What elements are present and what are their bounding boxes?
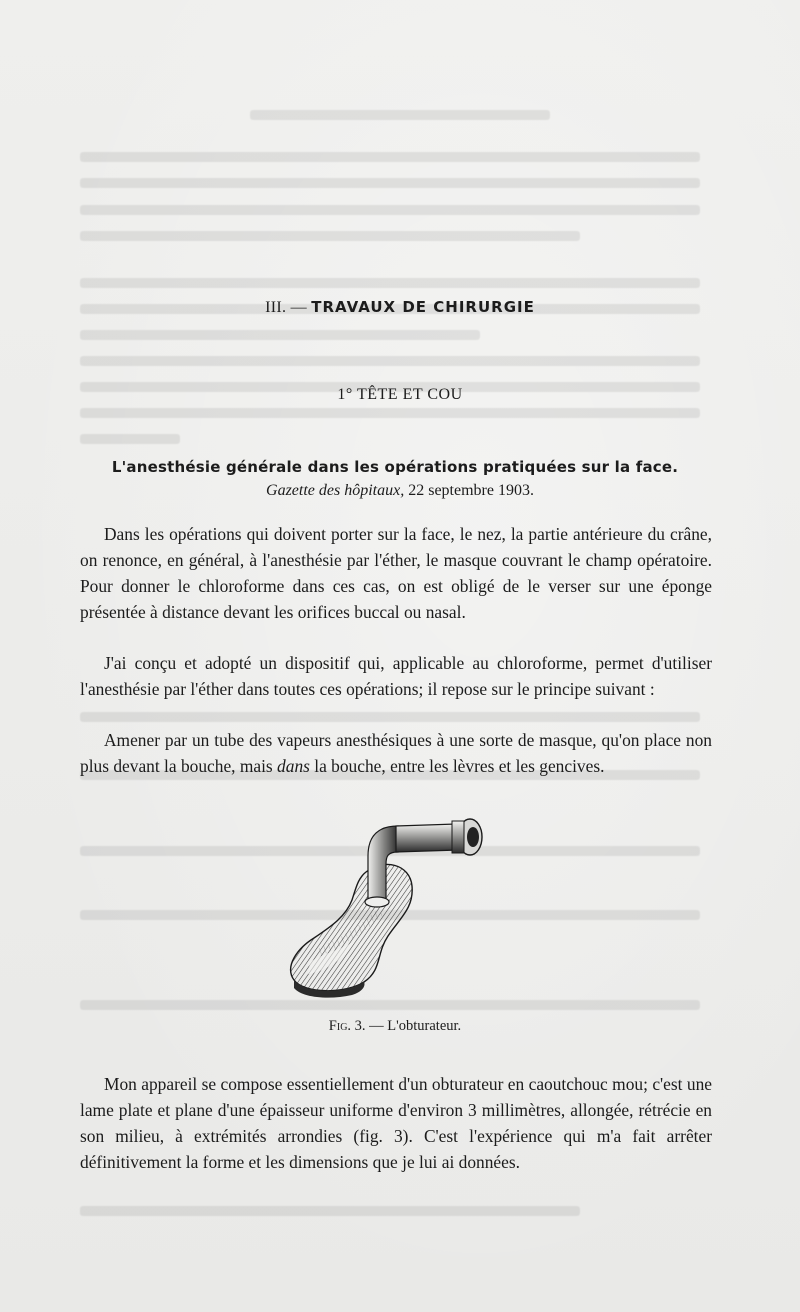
article-title: L'anesthésie générale dans les opérations pratiquées sur la face. [111, 458, 679, 476]
paragraph-text: J'ai conçu et adopté un dispositif qui, applicable au chloroforme, permet d'utiliser l'anesthésie par l'éther dans toutes ces opérations; il repose sur le principe suivant : [80, 653, 712, 699]
ghost-line [80, 152, 700, 162]
paragraph-text: Mon appareil se compose essentiellement d'un obturateur en caoutchouc mou; c'est une lame plate et plane d'une épaisseur uniforme d'environ 3 millimètres, allongée, rétrécie en son milieu, à extrémités arrondies (fig. 3). C'est l'expérience qui m'a fait arrêter définitivement la forme et les dimensions que je lui ai données. [80, 1074, 712, 1172]
tube-base-collar [365, 897, 389, 907]
ghost-line [80, 408, 700, 418]
paragraph [80, 727, 712, 779]
tube-opening [467, 827, 479, 847]
figure-label: Fig. 3. — [328, 1018, 384, 1034]
tube-collar [452, 821, 464, 853]
ghost-line [80, 330, 480, 340]
publication-date: 22 septembre 1903. [408, 482, 534, 499]
section-number: III. — [265, 299, 307, 316]
article-source [0, 482, 800, 500]
paragraph-text [80, 727, 712, 779]
ghost-line [80, 231, 580, 241]
paragraph [80, 1071, 712, 1175]
ghost-line [80, 1206, 580, 1216]
section-title: TRAVAUX DE CHIRURGIE [311, 298, 535, 316]
ghost-line [80, 278, 700, 288]
figure-caption [0, 1018, 790, 1035]
journal-name: Gazette des hôpitaux, [266, 482, 405, 499]
paragraph [80, 650, 712, 702]
text-run: Amener par un tube des vapeurs anesthésiques à une sorte de masque, qu'on place non plus devant la bouche, mais [80, 730, 712, 776]
ghost-line [80, 356, 700, 366]
paragraph-text: Dans les opérations qui doivent porter sur la face, le nez, la partie antérieure du crâne, on renonce, en général, à l'anesthésie par l'éther, le masque couvrant le champ opératoire. Pour donner le chloroforme dans ces cas, on est obligé de le verser sur une éponge présentée à distance devant les orifices buccal ou nasal. [80, 524, 712, 622]
ghost-line [80, 178, 700, 188]
paragraph [80, 521, 712, 625]
ghost-line [80, 712, 700, 722]
ghost-line [250, 110, 550, 120]
horizontal-tube [396, 824, 458, 852]
text-run: la bouche, entre les lèvres et les gencives. [309, 756, 605, 776]
subsection-heading: 1° TÊTE ET COU [337, 386, 463, 403]
ghost-line [80, 205, 700, 215]
emphasis-text: dans [277, 756, 310, 776]
ghost-line [80, 434, 180, 444]
section-heading [0, 298, 800, 317]
obturator-illustration [280, 812, 500, 1002]
figure-caption-text: L'obturateur. [387, 1018, 462, 1034]
